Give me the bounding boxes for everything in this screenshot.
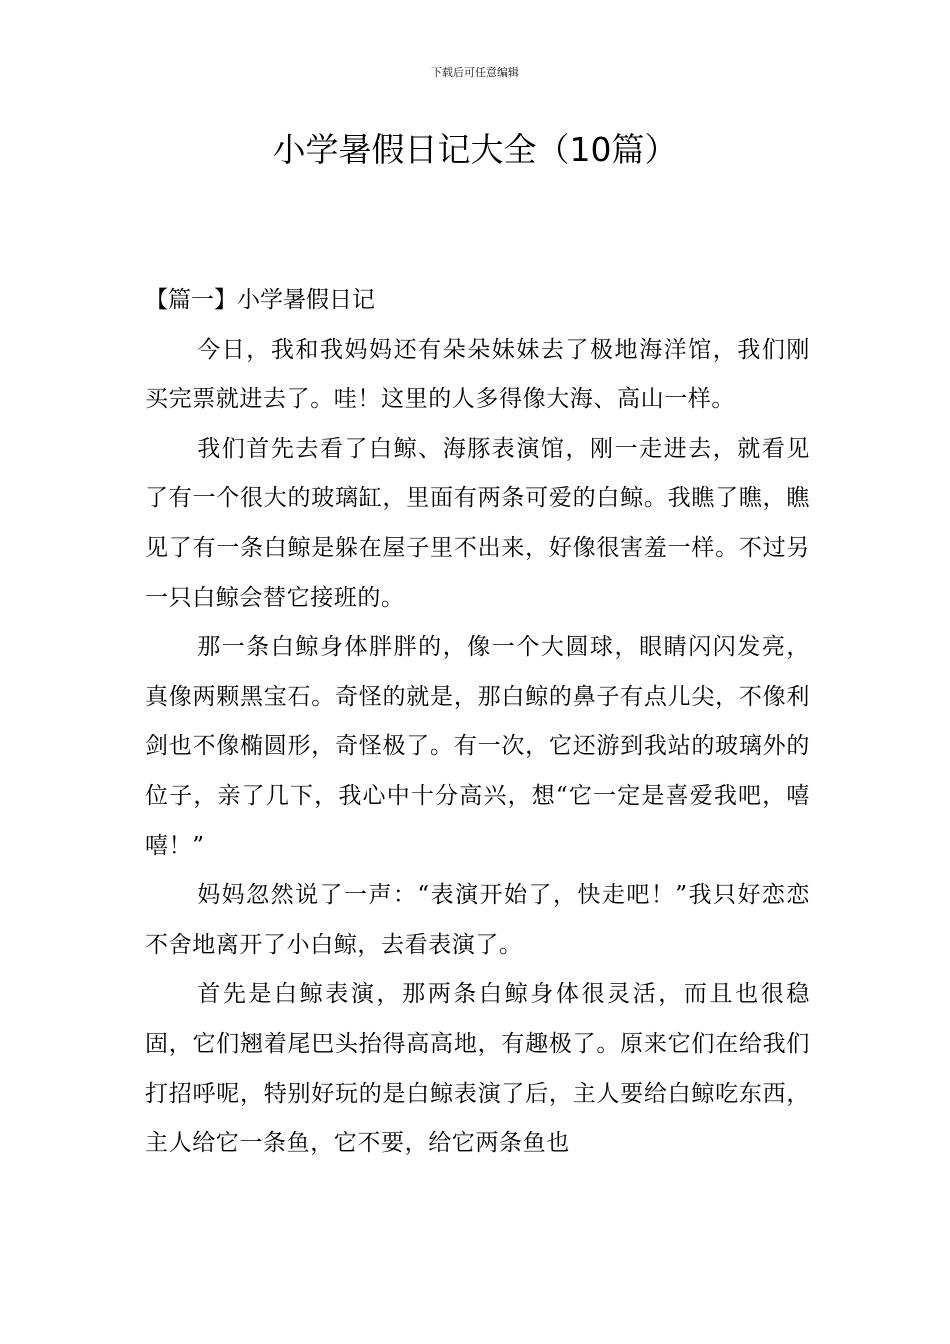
document-body: [145, 276, 810, 1169]
paragraph: 我们首先去看了白鲸、海豚表演馆，刚一走进去，就看见了有一个很大的玻璃缸，里面有两条可爱的白鲸。我瞧了瞧，瞧见了有一条白鲸是躲在屋子里不出来，好像很害羞一样。不过另一只白鲸会替它接班的。: [145, 435, 810, 611]
paragraph: 首先是白鲸表演，那两条白鲸身体很灵活，而且也很稳固，它们翘着尾巴头抬得高高地，有趣极了。原来它们在给我们打招呼呢，特别好玩的是白鲸表演了后，主人要给白鲸吃东西，主人给它一条鱼，它不要，给它两条鱼也: [145, 981, 810, 1157]
document-title: 小学暑假日记大全（10篇）: [272, 130, 678, 169]
header-note: 下载后可任意编辑: [431, 66, 519, 79]
section-heading: 【篇一】小学暑假日记: [145, 287, 375, 313]
paragraph: 那一条白鲸身体胖胖的，像一个大圆球，眼睛闪闪发亮，真像两颗黑宝石。奇怪的就是，那白鲸的鼻子有点儿尖，不像利剑也不像椭圆形，奇怪极了。有一次，它还游到我站的玻璃外的位子，亲了几下，我心中十分高兴，想“它一定是喜爱我吧，嘻嘻！”: [145, 634, 810, 859]
paragraph: 妈妈忽然说了一声：“表演开始了，快走吧！”我只好恋恋不舍地离开了小白鲸，去看表演了。: [145, 882, 810, 958]
paragraph: 今日，我和我妈妈还有朵朵妹妹去了极地海洋馆，我们刚买完票就进去了。哇！这里的人多得像大海、高山一样。: [145, 336, 810, 413]
